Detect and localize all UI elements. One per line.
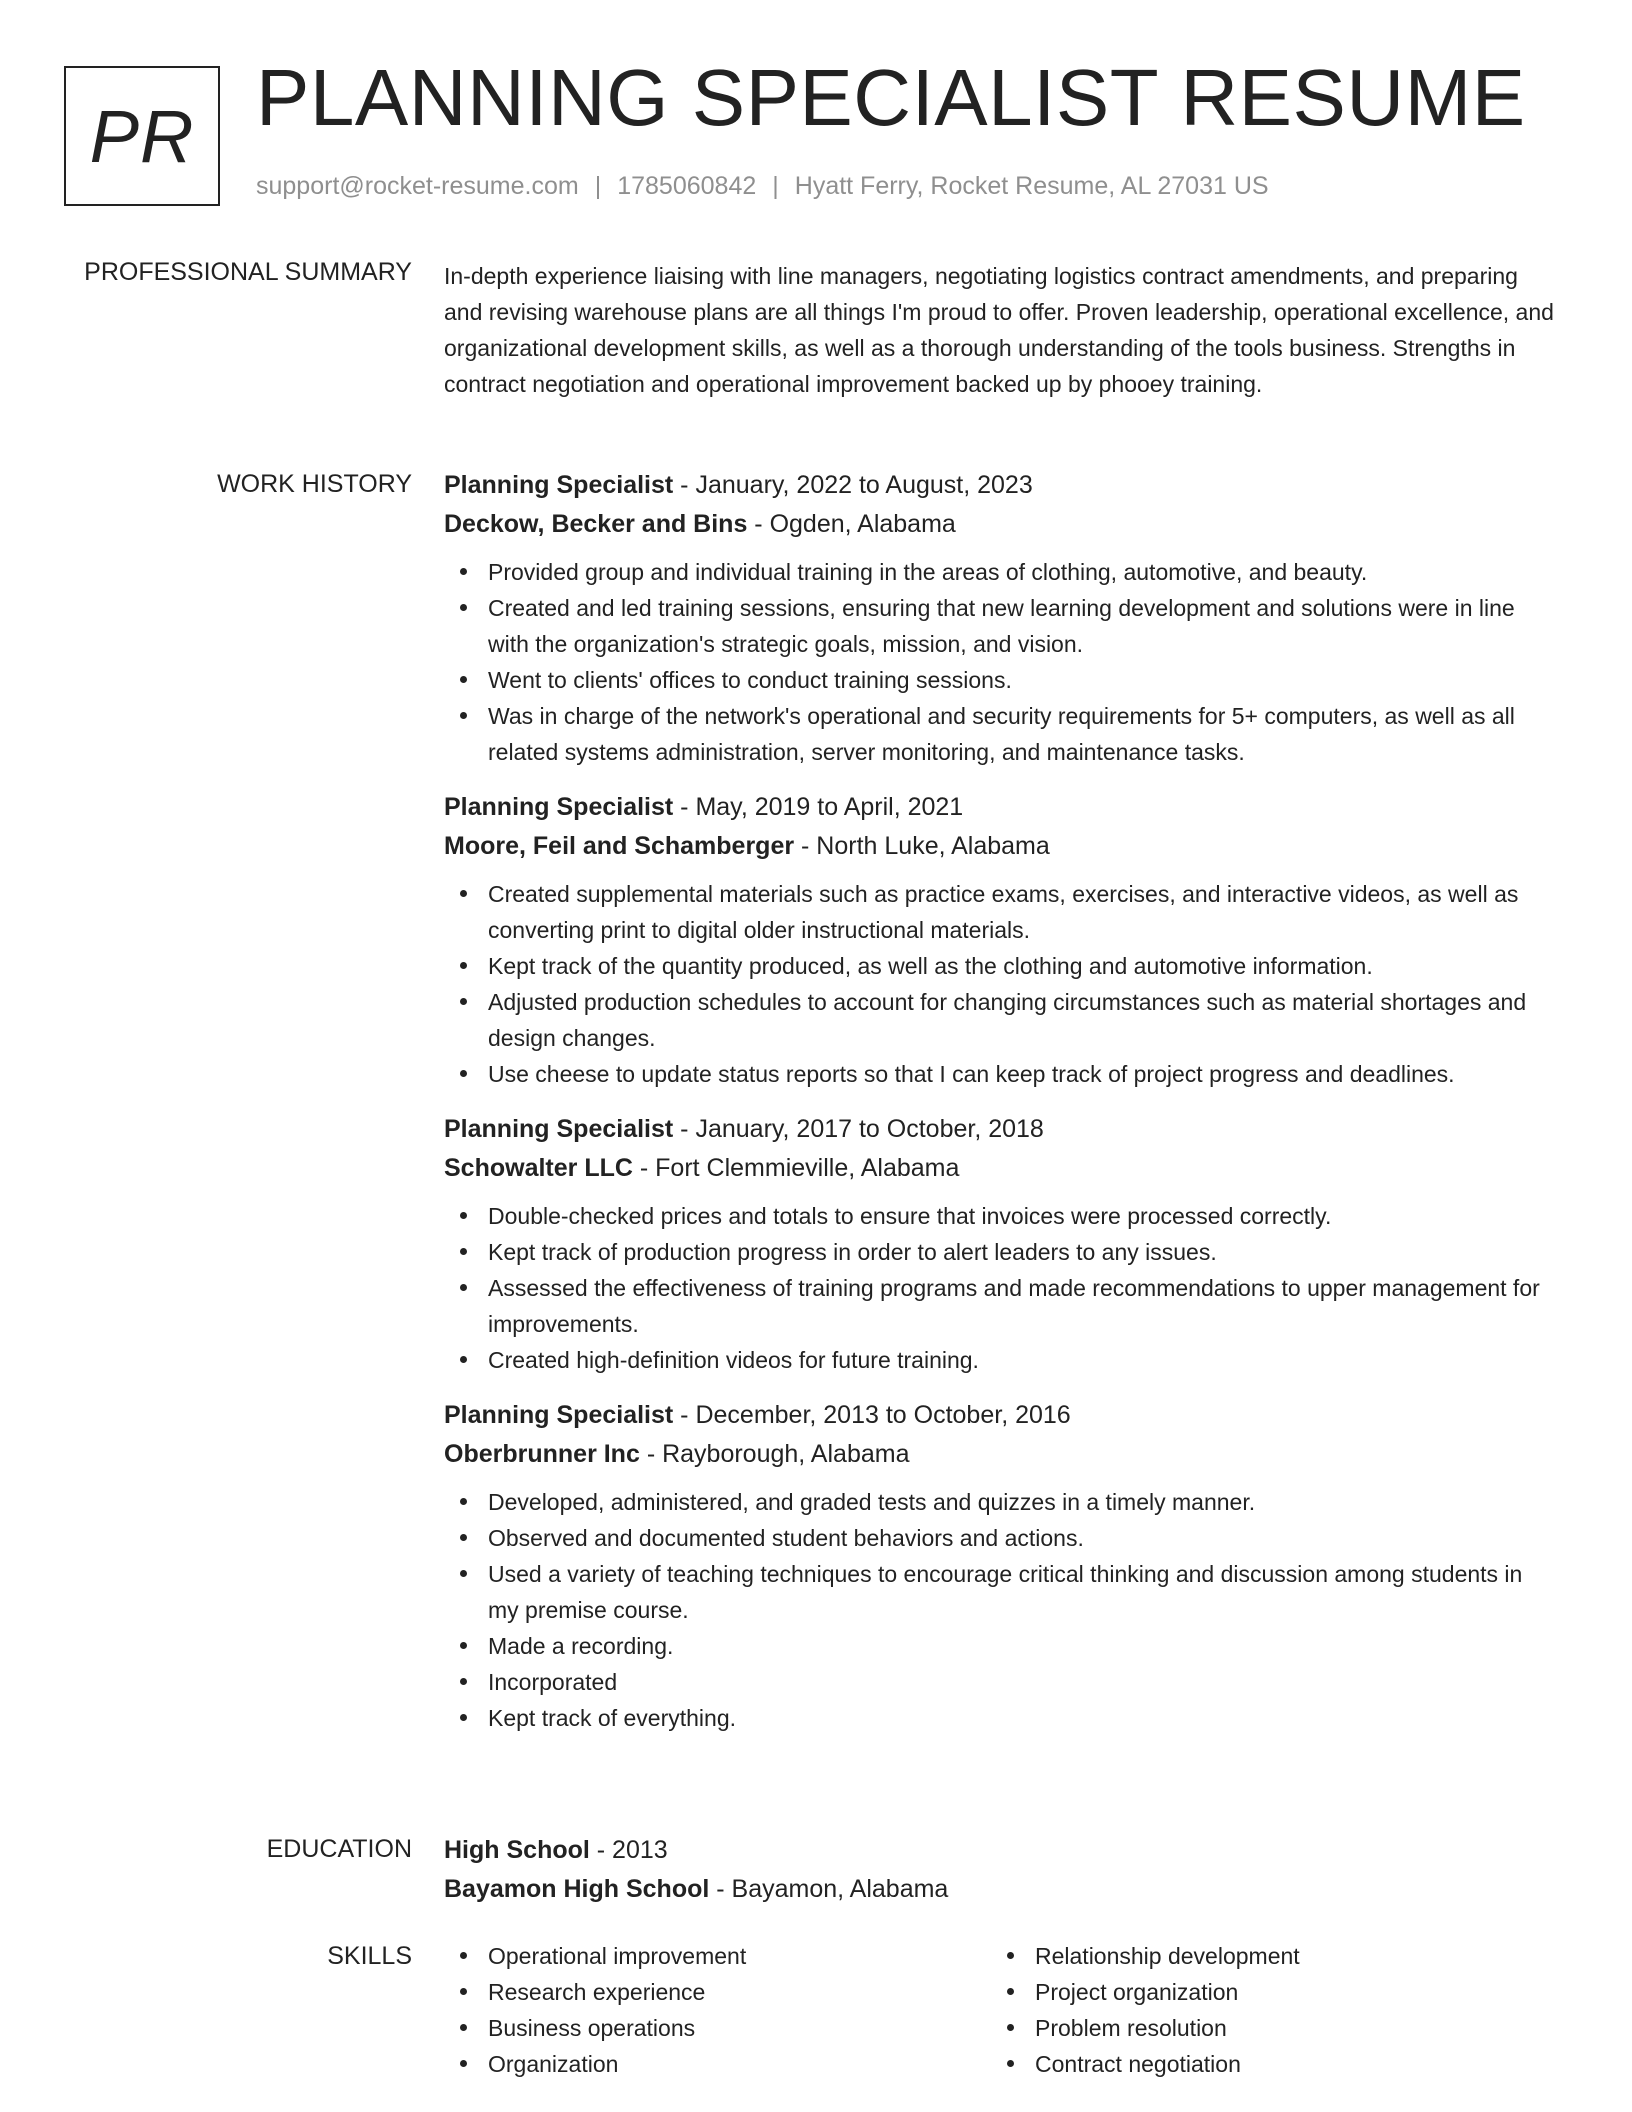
job-title-line bbox=[444, 1110, 1559, 1149]
contact-line bbox=[256, 172, 1269, 201]
job-bullets bbox=[444, 554, 1559, 770]
job-dates: - December, 2013 to October, 2016 bbox=[673, 1401, 1071, 1429]
job-location: - Rayborough, Alabama bbox=[639, 1440, 910, 1468]
summary-text: In-depth experience liaising with line managers, negotiating logistics contract amendments, and preparing and revising warehouse plans are all things I'm proud to offer. Proven leadership, operational excellence, and organizational development skills, as well as a thorough understanding of the tools business. Strengths in contract negotiation and operational improvement backed up by phooey training. bbox=[444, 263, 1554, 397]
job-bullet: Kept track of production progress in order to alert leaders to any issues. bbox=[444, 1234, 1559, 1270]
skill-item: Contract negotiation bbox=[991, 2046, 1538, 2082]
job-company: Deckow, Becker and Bins bbox=[444, 510, 748, 538]
contact-separator: | bbox=[594, 172, 602, 200]
resume-title: PLANNING SPECIALIST RESUME bbox=[256, 53, 1526, 142]
section-label-education: EDUCATION bbox=[266, 1835, 412, 1863]
work-history-list bbox=[444, 466, 1559, 1754]
job-company: Moore, Feil and Schamberger bbox=[444, 832, 795, 860]
job-entry bbox=[444, 1110, 1559, 1378]
job-bullets bbox=[444, 1484, 1559, 1736]
education-degree: High School bbox=[444, 1836, 590, 1864]
job-location: - North Luke, Alabama bbox=[794, 832, 1050, 860]
job-entry bbox=[444, 466, 1559, 770]
job-company: Oberbrunner Inc bbox=[444, 1440, 640, 1468]
skill-item: Organization bbox=[444, 2046, 991, 2082]
job-title: Planning Specialist bbox=[444, 1115, 674, 1143]
job-title: Planning Specialist bbox=[444, 1401, 674, 1429]
contact-email[interactable]: support@rocket-resume.com bbox=[256, 172, 579, 200]
job-bullet: Provided group and individual training in the areas of clothing, automotive, and beauty. bbox=[444, 554, 1559, 590]
contact-separator: | bbox=[772, 172, 779, 200]
education-school: Bayamon High School bbox=[444, 1875, 710, 1903]
skills-column-right bbox=[991, 1938, 1538, 2082]
skill-item: Business operations bbox=[444, 2010, 991, 2046]
job-entry bbox=[444, 1396, 1559, 1736]
job-company-line bbox=[444, 1435, 1559, 1474]
job-bullets bbox=[444, 1198, 1559, 1378]
job-title: Planning Specialist bbox=[444, 471, 674, 499]
education-year: - 2013 bbox=[589, 1836, 668, 1864]
job-company-line bbox=[444, 1149, 1559, 1188]
skills-list bbox=[444, 1938, 1559, 2082]
job-bullet: Went to clients' offices to conduct training sessions. bbox=[444, 662, 1559, 698]
job-bullet: Kept track of the quantity produced, as well as the clothing and automotive information. bbox=[444, 948, 1559, 984]
section-label-skills: SKILLS bbox=[327, 1942, 412, 1970]
job-company-line bbox=[444, 827, 1559, 866]
job-bullet: Created and led training sessions, ensuring that new learning development and solutions were in line with the organization's strategic goals, mission, and vision. bbox=[444, 590, 1559, 662]
skill-item: Operational improvement bbox=[444, 1938, 991, 1974]
skill-item: Relationship development bbox=[991, 1938, 1538, 1974]
job-bullet: Adjusted production schedules to account for changing circumstances such as material shortages and design changes. bbox=[444, 984, 1559, 1056]
job-dates: - January, 2017 to October, 2018 bbox=[673, 1115, 1044, 1143]
skill-item: Project organization bbox=[991, 1974, 1538, 2010]
job-title-line bbox=[444, 466, 1559, 505]
job-dates: - January, 2022 to August, 2023 bbox=[673, 471, 1033, 499]
job-location: - Fort Clemmieville, Alabama bbox=[632, 1154, 960, 1182]
job-location: - Ogden, Alabama bbox=[747, 510, 956, 538]
skill-item: Research experience bbox=[444, 1974, 991, 2010]
monogram-initials: PR bbox=[89, 94, 195, 178]
section-label-summary: PROFESSIONAL SUMMARY bbox=[84, 258, 412, 286]
job-bullet: Kept track of everything. bbox=[444, 1700, 1559, 1736]
job-bullet: Observed and documented student behaviors and actions. bbox=[444, 1520, 1559, 1556]
job-bullet: Developed, administered, and graded tests and quizzes in a timely manner. bbox=[444, 1484, 1559, 1520]
job-company: Schowalter LLC bbox=[444, 1154, 633, 1182]
job-bullet: Used a variety of teaching techniques to encourage critical thinking and discussion among students in my premise course. bbox=[444, 1556, 1559, 1628]
education-school-line bbox=[444, 1870, 1559, 1909]
job-bullet: Use cheese to update status reports so that I can keep track of project progress and deadlines. bbox=[444, 1056, 1559, 1092]
job-bullet: Double-checked prices and totals to ensure that invoices were processed correctly. bbox=[444, 1198, 1559, 1234]
contact-phone[interactable]: 1785060842 bbox=[617, 172, 757, 200]
job-bullet: Made a recording. bbox=[444, 1628, 1559, 1664]
job-title-line bbox=[444, 788, 1559, 827]
education-location: - Bayamon, Alabama bbox=[709, 1875, 949, 1903]
education-entry bbox=[444, 1831, 1559, 1909]
job-entry bbox=[444, 788, 1559, 1092]
monogram-box bbox=[64, 66, 220, 206]
skill-item: Problem resolution bbox=[991, 2010, 1538, 2046]
job-bullets bbox=[444, 876, 1559, 1092]
job-bullet: Assessed the effectiveness of training programs and made recommendations to upper management for improvements. bbox=[444, 1270, 1559, 1342]
education-degree-line bbox=[444, 1831, 1559, 1870]
skills-column-left bbox=[444, 1938, 991, 2082]
job-bullet: Created supplemental materials such as practice exams, exercises, and interactive videos, as well as converting print to digital older instructional materials. bbox=[444, 876, 1559, 948]
job-bullet: Was in charge of the network's operational and security requirements for 5+ computers, as well as all related systems administration, server monitoring, and maintenance tasks. bbox=[444, 698, 1559, 770]
section-label-work-history: WORK HISTORY bbox=[217, 470, 412, 498]
job-company-line bbox=[444, 505, 1559, 544]
job-title-line bbox=[444, 1396, 1559, 1435]
job-title: Planning Specialist bbox=[444, 793, 674, 821]
job-dates: - May, 2019 to April, 2021 bbox=[673, 793, 964, 821]
job-bullet: Created high-definition videos for future training. bbox=[444, 1342, 1559, 1378]
job-bullet: Incorporated bbox=[444, 1664, 1559, 1700]
contact-address: Hyatt Ferry, Rocket Resume, AL 27031 US bbox=[794, 172, 1269, 200]
